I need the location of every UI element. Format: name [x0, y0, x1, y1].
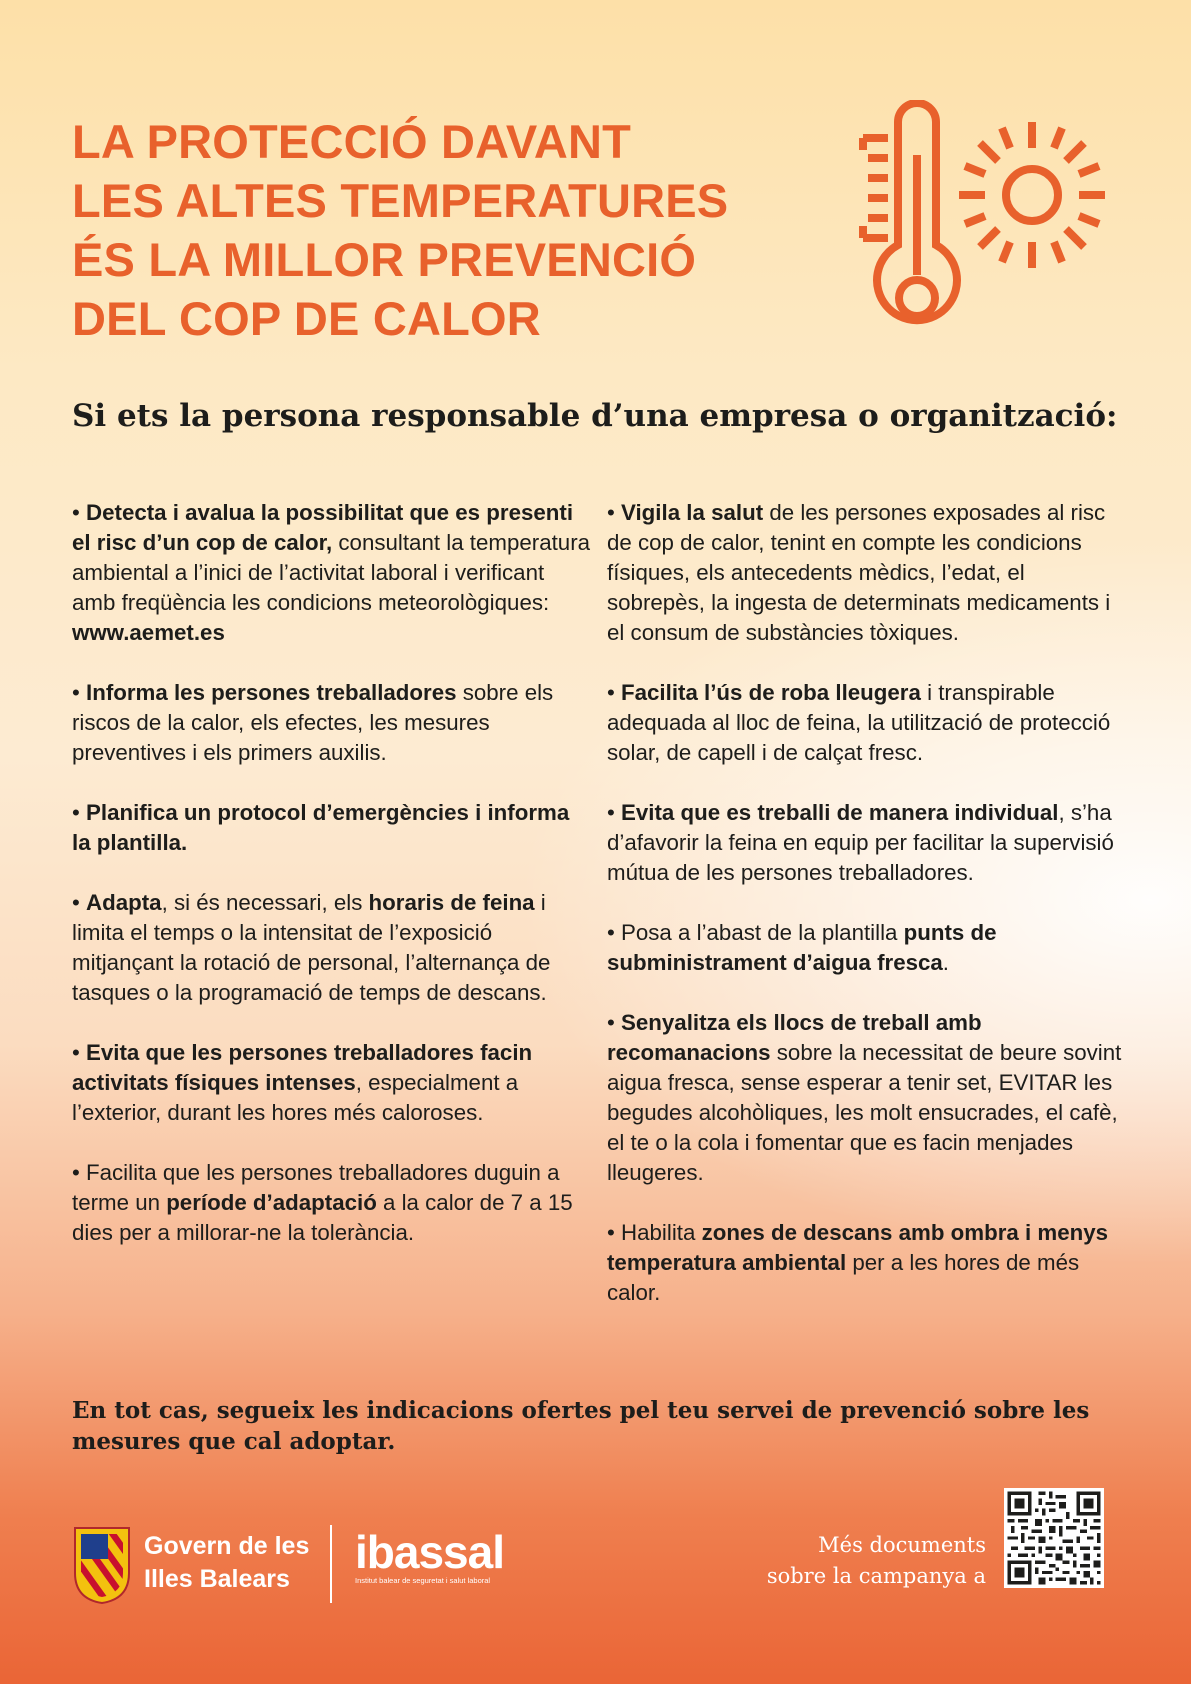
- list-item: • Evita que les persones treballadores facin activitats físiques intenses, especialment a l’exterior, durant les hores més caloroses.: [72, 1040, 533, 1125]
- list-item: • Habilita zones de descans amb ombra i menys temperatura ambiental per a les hores de més calor.: [607, 1220, 1109, 1305]
- more-documents-text: [767, 1530, 986, 1592]
- thermometer-sun-icon: [858, 100, 1108, 350]
- more-line-1: Més documents: [818, 1533, 986, 1557]
- list-item: • Posa a l’abast de la plantilla punts de subministrament d’aigua fresca.: [607, 920, 997, 975]
- gov-line-2: Illes Balears: [144, 1565, 290, 1593]
- list-item: • Vigila la salut de les persones exposades al risc de cop de calor, tenint en compte les condicions físiques, els antecedents mèdics, l’edat, el sobrepès, la ingesta de determinats medicaments i el consum de substàncies tòxiques.: [607, 500, 1111, 645]
- list-item: • Detecta i avalua la possibilitat que es presenti el risc d’un cop de calor, consultant la temperatura ambiental a l’inici de l’activitat laboral i verificant amb freqüència les condicions meteorològiques: www.aemet.es: [72, 500, 591, 645]
- title-line: ÉS LA MILLOR PREVENCIÓ: [72, 233, 697, 286]
- gov-line-1: Govern de les: [144, 1532, 310, 1560]
- title-line: LES ALTES TEMPERATURES: [72, 174, 729, 227]
- list-item: • Facilita l’ús de roba lleugera i transpirable adequada al lloc de feina, la utilització de protecció solar, de capell i de calçat fresc.: [607, 680, 1111, 765]
- coat-of-arms-icon: [72, 1525, 132, 1605]
- list-item: • Facilita que les persones treballadores duguin a terme un període d’adaptació a la calor de 7 a 15 dies per a millorar-ne la tolerància.: [72, 1160, 573, 1245]
- title-line: LA PROTECCIÓ DAVANT: [72, 115, 632, 168]
- right-column: [607, 498, 1127, 1338]
- list-item: • Evita que es treballi de manera individual, s’ha d’afavorir la feina en equip per facilitar la supervisió mútua de les persones treballadores.: [607, 800, 1114, 885]
- more-line-2: sobre la campanya a: [766, 1564, 986, 1588]
- title-line: DEL COP DE CALOR: [72, 292, 541, 345]
- closing-note: En tot cas, segueix les indicacions ofertes pel teu servei de prevenció sobre les mesures que cal adoptar.: [72, 1397, 1090, 1455]
- ibassal-tagline: Institut balear de seguretat i salut laboral: [355, 1576, 491, 1585]
- list-item: • Informa les persones treballadores sobre els riscos de la calor, els efectes, les mesures preventives i els primers auxilis.: [72, 680, 554, 765]
- government-logo-text: [144, 1530, 309, 1596]
- page-title: [72, 112, 772, 348]
- list-item: • Planifica un protocol d’emergències i informa la plantilla.: [72, 800, 570, 855]
- subtitle: Si ets la persona responsable d’una empresa o organització:: [72, 398, 1118, 434]
- footer-divider: [330, 1525, 332, 1603]
- ibassal-logo: [355, 1528, 504, 1586]
- qr-code-icon[interactable]: [1004, 1488, 1104, 1588]
- list-item: • Adapta, si és necessari, els horaris de feina i limita el temps o la intensitat de l’exposició mitjançant la rotació de personal, l’alternança de tasques o la programació de temps de descans.: [72, 890, 551, 1005]
- list-item: • Senyalitza els llocs de treball amb recomanacions sobre la necessitat de beure sovint aigua fresca, sense esperar a tenir set, EVITAR les begudes alcohòliques, les molt ensucrades, el cafè, el te o la cola i fomentar que es facin menjades lleugeres.: [607, 1010, 1122, 1185]
- ibassal-brand: ibassal: [355, 1526, 504, 1578]
- left-column: [72, 498, 592, 1278]
